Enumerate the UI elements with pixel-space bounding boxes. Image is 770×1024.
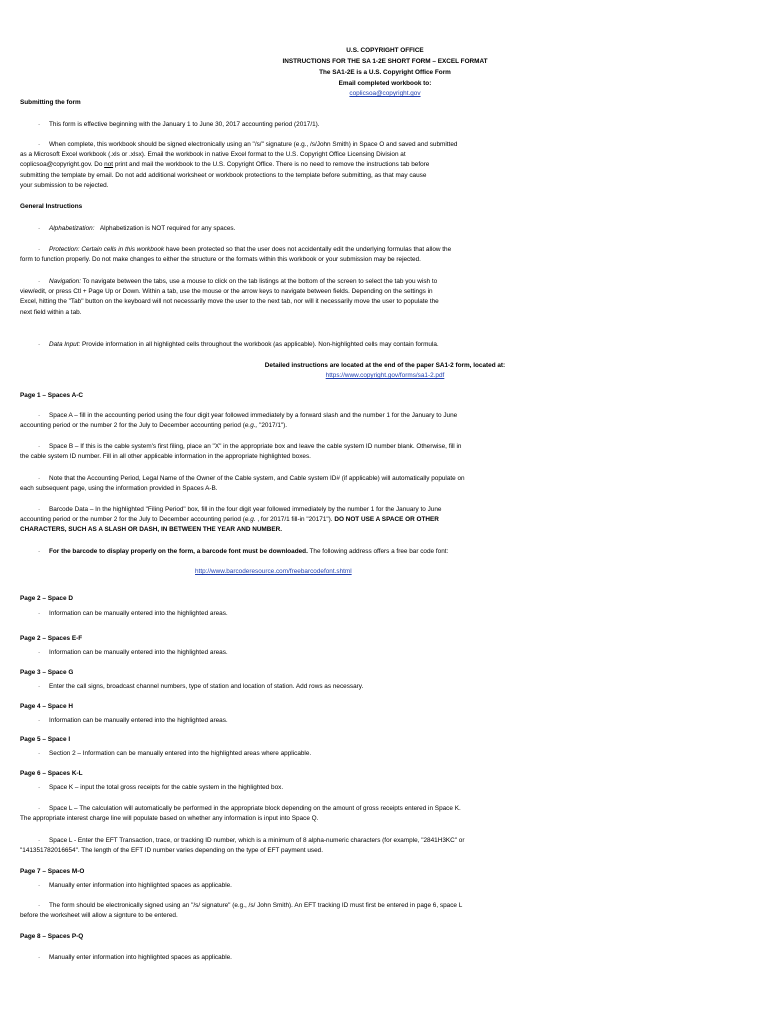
page2-spaces-ef-item: · Information can be manually entered into the highlighted areas.: [38, 649, 228, 656]
page8-heading: Page 8 – Spaces P-Q: [20, 933, 84, 940]
page8-item: · Manually enter information into highlighted spaces as applicable.: [38, 954, 232, 961]
space-a-item: · Space A – fill in the accounting period using the four digit year followed immediately by a forward slash and the number 1 for the January to June: [38, 412, 458, 419]
barcode-font-link-row: [195, 567, 352, 577]
barcode-data-item: · Barcode Data – In the highlighted "Filing Period" box, fill in the four digit year followed immediately by the number 1 for the January to June: [38, 506, 442, 513]
navigation-item: · Navigation: To navigate between the tabs, use a mouse to click on the tab listings at the bottom of the screen to select the tab you wish to: [38, 278, 438, 285]
space-k-item: · Space K – input the total gross receipts for the cable system in the highlighted box.: [38, 784, 284, 791]
page2-space-d-heading: Page 2 – Space D: [20, 595, 73, 602]
form-title: INSTRUCTIONS FOR THE SA 1-2E SHORT FORM – EXCEL FORMAT: [282, 58, 488, 65]
signature-item-cont: before the worksheet will allow a signture to be entered.: [20, 912, 178, 919]
submitting-heading: Submitting the form: [20, 99, 81, 106]
page7-heading: Page 7 – Spaces M-O: [20, 868, 85, 875]
office-title: U.S. COPYRIGHT OFFICE: [346, 47, 424, 54]
email-instruction: Email completed workbook to:: [338, 80, 432, 87]
navigation-item-cont: view/edit, or press Ctl + Page Up or Down. Within a tab, use the mouse or the arrow keys to navigate between fields. Depending on the settings in Excel, hitting the "Tab" button on the keyboard will not necessarily move the user to the next tab, nor will it necessarily move the user to populate the next field within a tab.: [20, 288, 439, 316]
page1-heading: Page 1 – Spaces A-C: [20, 392, 83, 399]
barcode-data-item-cont: accounting period or the number 2 for the July to December accounting period (e.g. , for 2017/1 fill-in "20171"). DO NOT USE A SPACE OR OTHER CHARACTERS, SUCH AS A SLASH OR DASH, IN BETWEEN THE YEAR AND NUMBER.: [20, 516, 439, 534]
page2-space-d-item: · Information can be manually entered into the highlighted areas.: [38, 610, 228, 617]
space-l-item-cont: The appropriate interest charge line will populate based on whether any information is input into Space Q.: [20, 815, 319, 822]
detailed-link-row: [0, 371, 770, 381]
page7-item: · Manually enter information into highlighted spaces as applicable.: [38, 882, 232, 889]
page2-spaces-ef-heading: Page 2 – Spaces E-F: [20, 635, 83, 642]
sa1-2-form-link[interactable]: https://www.copyright.gov/forms/sa1-2.pdf: [325, 372, 445, 379]
page3-item: · Enter the call signs, broadcast channel numbers, type of station and location of station. Add rows as necessary.: [38, 683, 364, 690]
eft-item-cont: "141351782016654". The length of the EFT ID number varies depending on the type of EFT payment used.: [20, 847, 323, 854]
protection-item-cont: form to function properly. Do not make changes to either the structure or the formats within this workbook or your submission may be rejected.: [20, 256, 421, 263]
general-heading: General Instructions: [20, 203, 83, 210]
form-subtitle: The SA1-2E is a U.S. Copyright Office Form: [319, 69, 451, 76]
protection-item: · Protection: Certain cells in this workbook have been protected so that the user does not accidentally edit the underlying formulas that allow the: [38, 246, 452, 253]
submitting-p2: · When complete, this workbook should be signed electronically using an "/s/" signature (e.g., /s/John Smith) in Space O and saved and submitted: [38, 141, 458, 148]
barcode-font-item: · For the barcode to display properly on the form, a barcode font must be downloaded. The following address offers a free bar code font:: [38, 548, 449, 555]
space-b-item-cont: the cable system ID number. Fill in all other applicable information in the appropriate highlighted boxes.: [20, 453, 311, 460]
barcode-font-link[interactable]: http://www.barcoderesource.com/freebarcodefont.shtml: [195, 568, 352, 575]
space-l-item: · Space L – The calculation will automatically be performed in the appropriate block depending on the amount of gross receipts entered in Space K.: [38, 805, 461, 812]
alphabetization-item: · Alphabetization: Alphabetization is NOT required for any spaces.: [38, 225, 236, 232]
page4-heading: Page 4 – Space H: [20, 703, 73, 710]
autopopulate-note-cont: each subsequent page, using the information provided in Spaces A-B.: [20, 485, 218, 492]
space-b-item: · Space B – If this is the cable system's first filing, place an "X" in the appropriate box and leave the cable system ID number blank. Otherwise, fill in: [38, 443, 462, 450]
detailed-instructions-note: Detailed instructions are located at the end of the paper SA1-2 form, located at:: [264, 362, 506, 369]
submitting-p1: · This form is effective beginning with the January 1 to June 30, 2017 accounting period (2017/1).: [38, 121, 320, 128]
data-input-item: · Data Input: Provide information in all highlighted cells throughout the workbook (as applicable). Non-highlighted cells may contain formula.: [38, 341, 439, 348]
page6-heading: Page 6 – Spaces K-L: [20, 770, 83, 777]
submitting-p2-cont: as a Microsoft Excel workbook (.xls or .xlsx). Email the workbook in native Excel format to the U.S. Copyright Office Licensing Division at coplicsoa@copyright.gov. Do not print and mail the workbook to the U.S. Copyright Office. There is no need to remove the instructions tab before submitting the template by email. Do not add additional worksheet or workbook protections to the template before submitting, as that may cause your submission to be rejected.: [20, 151, 430, 190]
email-link-row: [0, 89, 770, 99]
signature-item: · The form should be electronically signed using an "/s/ signature" (e.g., /s/ John Smith). An EFT tracking ID must first be entered in page 6, space L: [38, 902, 463, 909]
eft-item: · Space L - Enter the EFT Transaction, trace, or tracking ID number, which is a minimum of 8 alpha-numeric characters (for example, "2841H3KC" or: [38, 837, 465, 844]
page5-heading: Page 5 – Space I: [20, 736, 71, 743]
page3-heading: Page 3 – Space G: [20, 669, 74, 676]
email-link[interactable]: coplicsoa@copyright.gov: [349, 90, 421, 97]
page4-item: · Information can be manually entered into the highlighted areas.: [38, 717, 228, 724]
page5-item: · Section 2 – Information can be manually entered into the highlighted areas where applicable.: [38, 750, 312, 757]
space-a-item-cont: accounting period or the number 2 for the July to December accounting period (e.g., "2017/1").: [20, 422, 288, 429]
autopopulate-note: · Note that the Accounting Period, Legal Name of the Owner of the Cable system, and Cable system ID# (if applicable) will automatically populate on: [38, 475, 465, 482]
